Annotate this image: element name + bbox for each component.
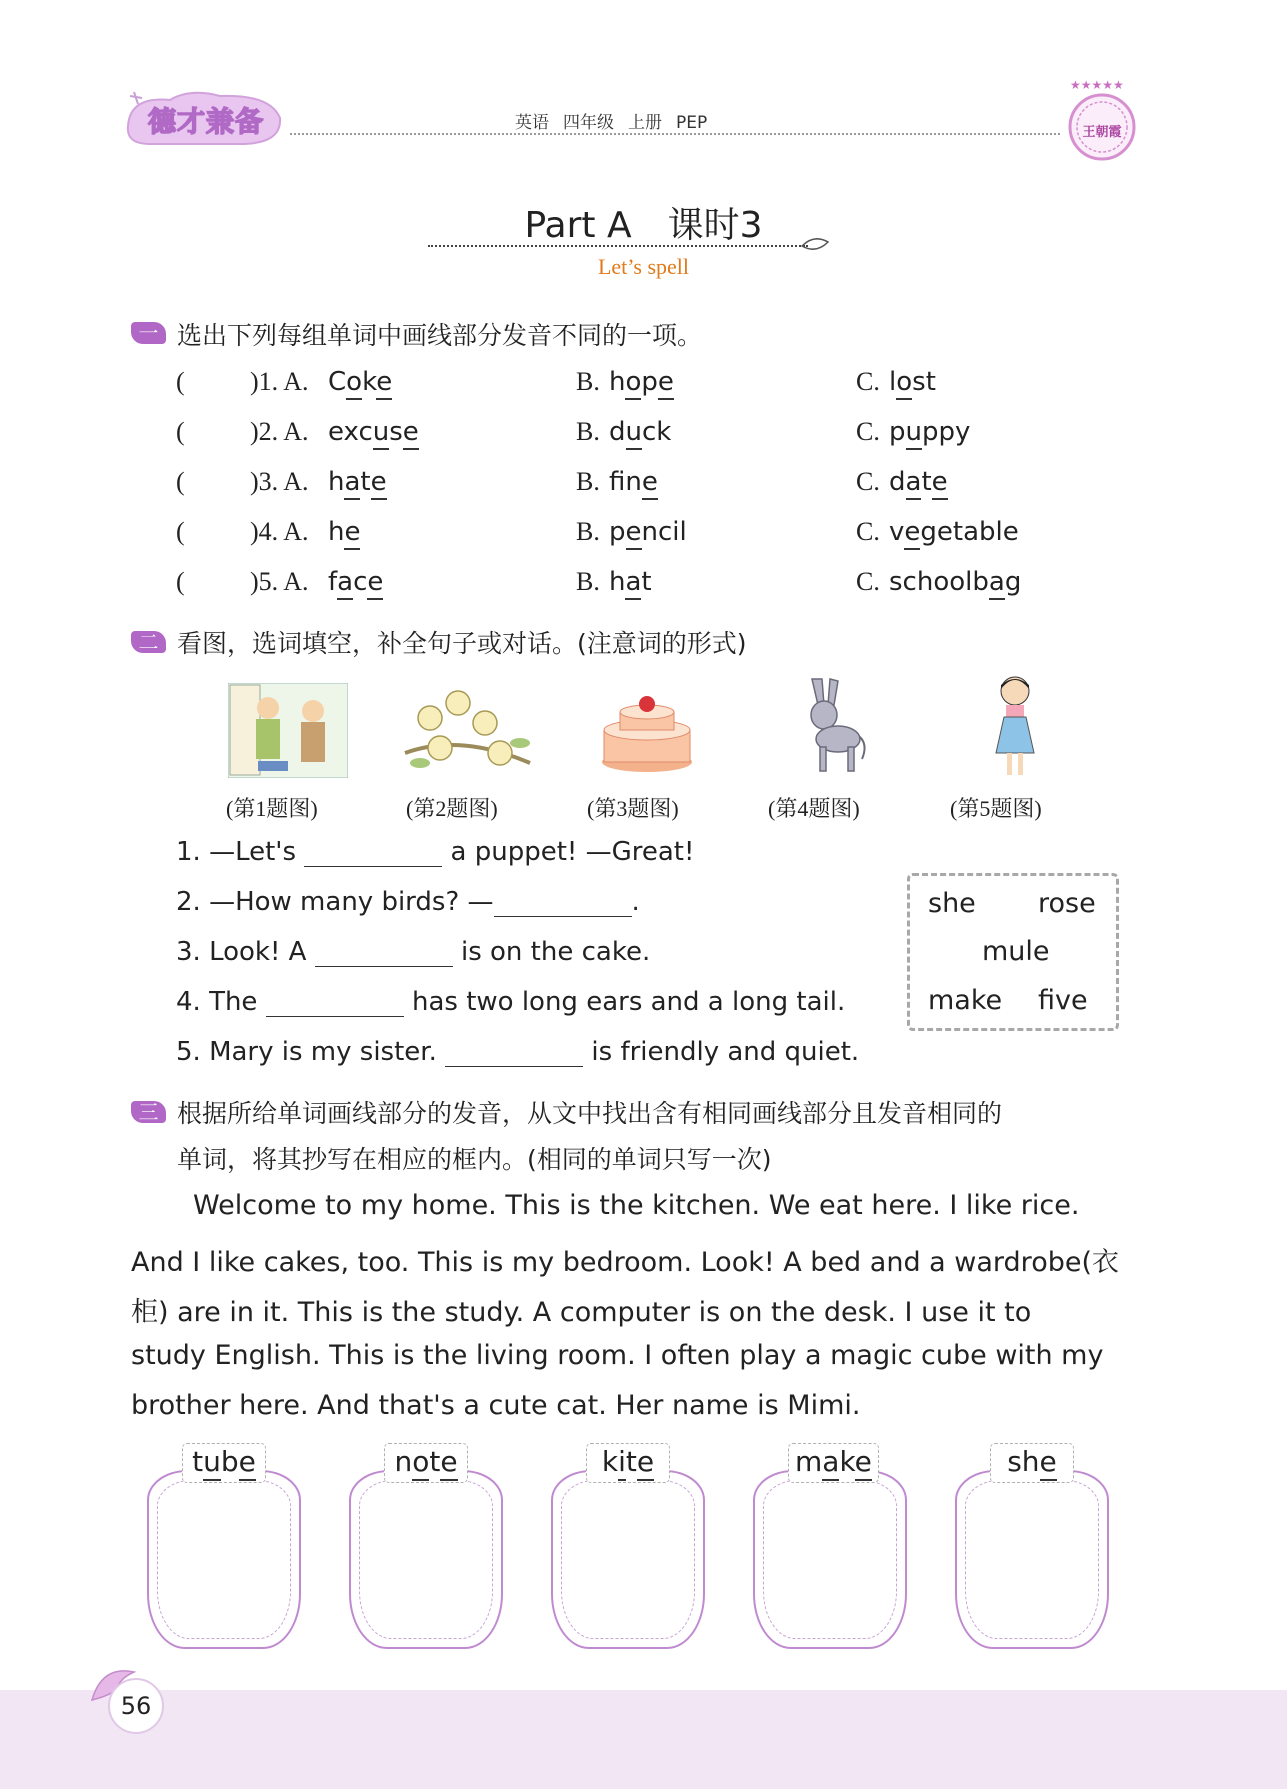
answer-blank-4[interactable] (266, 990, 404, 1017)
section-1-instruction: 选出下列每组单词中画线部分发音不同的一项。 (177, 321, 703, 350)
answer-box-3[interactable] (551, 1470, 705, 1649)
word-letters: t (192, 1445, 204, 1478)
word-letters: h (328, 517, 345, 547)
option-b-label: B. (576, 517, 600, 546)
word-letters: t (429, 1445, 441, 1478)
section-3-instruction-line-1: 根据所给单词画线部分的发音，从文中找出含有相同画线部分且发音相同的 (177, 1099, 1003, 1128)
word-letters: f (328, 567, 338, 597)
answer-box-inner-border (157, 1480, 291, 1639)
word-letters: c (353, 567, 368, 597)
option-a-word (328, 467, 387, 497)
sentence-3-end: is on the cake. (460, 937, 651, 967)
question-number: )5. A. (250, 567, 309, 596)
underlined-letters: o (896, 367, 912, 400)
answer-box-inner-border (965, 1480, 1099, 1639)
option-b-word (609, 367, 674, 397)
option-a-word (328, 417, 419, 447)
underlined-letters: a (822, 1445, 839, 1481)
section-3-marker: 三 (131, 1101, 166, 1123)
word-letters: exc (328, 417, 373, 447)
option-c-label: C. (856, 517, 880, 546)
answer-box-5[interactable] (955, 1470, 1109, 1649)
answer-blank-3[interactable] (315, 940, 453, 967)
picture-1-kids-making-puppet (228, 683, 348, 778)
word-letters: k (839, 1445, 855, 1478)
answer-blank-2[interactable] (494, 890, 632, 917)
underlined-letters: u (373, 417, 389, 450)
picture-2-caption: (第2题图) (406, 796, 498, 821)
option-a-word (328, 367, 392, 397)
answer-paren-open[interactable]: ( (176, 417, 185, 446)
option-c-word (889, 367, 936, 397)
sentence-1-start: 1. —Let's (176, 837, 296, 867)
word-bank-make: make (928, 985, 1003, 1016)
section-1-marker: 一 (131, 322, 166, 344)
option-b-word (609, 517, 687, 547)
picture-4-caption: (第4题图) (768, 796, 860, 821)
word-letters: g (1004, 567, 1022, 597)
keyword-text (602, 1445, 654, 1481)
answer-blank-5[interactable] (445, 1040, 583, 1067)
question-number: )2. A. (250, 417, 309, 446)
word-letters: C (328, 367, 347, 397)
underlined-letters: u (906, 417, 922, 450)
answer-box-3-keyword (586, 1443, 670, 1483)
word-letters: n (625, 467, 642, 497)
option-b-word (609, 567, 652, 597)
underlined-letters: i (618, 1445, 626, 1481)
underlined-letters: a (906, 467, 922, 500)
word-letters: h (609, 367, 626, 397)
answer-paren-open[interactable]: ( (176, 567, 185, 596)
question-number: )4. A. (250, 517, 309, 546)
word-letters: sh (1007, 1445, 1040, 1478)
brand-logo-text: 德才兼备 (148, 105, 265, 138)
underlined-letters: e (376, 367, 392, 400)
lesson-title: Part A 课时3 (524, 205, 763, 246)
word-letters: s (389, 417, 403, 447)
fill-sentence-5 (176, 1037, 859, 1067)
picture-5-caption: (第5题图) (950, 796, 1042, 821)
answer-box-1-keyword (182, 1443, 266, 1483)
option-b-label: B. (576, 367, 600, 396)
option-b-label: B. (576, 567, 600, 596)
option-a-word (328, 567, 383, 597)
answer-paren-open[interactable]: ( (176, 367, 185, 396)
underlined-letters: e (344, 517, 360, 550)
picture-3-caption: (第3题图) (587, 796, 679, 821)
word-letters: getable (920, 517, 1019, 547)
sentence-3-start: 3. Look! A (176, 937, 307, 967)
word-bank-box (907, 873, 1119, 1031)
word-letters: m (795, 1445, 823, 1478)
header-edition: PEP (676, 113, 708, 133)
sentence-5-end: is friendly and quiet. (591, 1037, 860, 1067)
sentence-4-end: has two long ears and a long tail. (411, 987, 846, 1017)
word-letters: t (641, 567, 652, 597)
word-letters: b (220, 1445, 239, 1478)
word-bank-five: five (1038, 985, 1088, 1016)
sentence-2-end: . (631, 887, 640, 917)
header-grade: 四年级 (563, 113, 614, 133)
option-c-label: C. (856, 467, 880, 496)
answer-box-inner-border (359, 1480, 493, 1639)
passage-line-3: 柜) are in it. This is the study. A computer is on the desk. I use it to (131, 1297, 1032, 1328)
option-c-word (889, 467, 948, 497)
answer-blank-1[interactable] (304, 840, 442, 867)
word-letters: k (362, 367, 377, 397)
keyword-text (795, 1445, 872, 1481)
word-bank-rose: rose (1038, 888, 1096, 919)
header-volume: 上册 (628, 113, 662, 133)
underlined-letters: e (932, 467, 948, 500)
option-b-label: B. (576, 467, 600, 496)
word-letters: t (625, 1445, 637, 1478)
answer-box-4-keyword (788, 1443, 879, 1483)
word-letters: st (912, 367, 936, 397)
picture-1-caption: (第1题图) (226, 796, 318, 821)
answer-box-4[interactable] (753, 1470, 907, 1649)
word-letters: t (921, 467, 932, 497)
underlined-letters: u (203, 1445, 221, 1481)
fill-sentence-3 (176, 937, 650, 967)
option-c-label: C. (856, 367, 880, 396)
picture-5-girl-mary (990, 673, 1040, 781)
underlined-letters: e (642, 467, 658, 500)
title-underline (428, 245, 808, 247)
fill-sentence-4 (176, 987, 845, 1017)
answer-box-inner-border (561, 1480, 695, 1639)
page-footer-band (0, 1690, 1287, 1789)
underlined-letters: e (403, 417, 419, 450)
question-number: )1. A. (250, 367, 309, 396)
answer-box-5-keyword (990, 1443, 1074, 1483)
header-divider (290, 133, 1060, 135)
word-letters: p (889, 417, 906, 447)
word-letters: d (889, 467, 906, 497)
section-2-instruction: 看图，选词填空，补全句子或对话。(注意词的形式) (177, 629, 747, 658)
seal-text: 王朝霞 (1082, 125, 1122, 140)
underlined-letters: e (367, 567, 383, 600)
keyword-text (394, 1445, 457, 1481)
underlined-letters: e (658, 367, 674, 400)
header-subject: 英语 (515, 113, 549, 133)
header-book-info (515, 108, 721, 133)
option-a-word (328, 517, 360, 547)
underlined-letters: a (625, 567, 641, 600)
underlined-letters: o (625, 367, 641, 400)
option-c-word (889, 517, 1019, 547)
word-letters: schoolb (889, 567, 989, 597)
answer-box-1[interactable] (147, 1470, 301, 1649)
word-letters: v (889, 517, 905, 547)
question-number: )3. A. (250, 467, 309, 496)
option-c-word (889, 417, 970, 447)
lesson-subtitle: Let’s spell (597, 254, 690, 279)
underlined-letters: e (626, 517, 642, 550)
word-letters: l (889, 367, 897, 397)
word-letters: ppy (922, 417, 971, 447)
word-bank-she: she (928, 888, 976, 919)
underlined-letters: e (855, 1445, 872, 1481)
leaf-ornament-icon (800, 234, 830, 256)
fill-sentence-2 (176, 887, 640, 917)
word-letters: t (360, 467, 371, 497)
keyword-text (1007, 1445, 1057, 1481)
picture-2-five-birds (400, 683, 535, 778)
underlined-letters: o (412, 1445, 429, 1481)
picture-3-cake-with-rose (600, 690, 695, 775)
option-c-label: C. (856, 567, 880, 596)
answer-box-2-keyword (384, 1443, 468, 1483)
word-letters: f (609, 467, 626, 497)
underlined-letters: e (239, 1445, 256, 1481)
word-letters: p (641, 367, 658, 397)
sentence-2-start: 2. —How many birds? — (176, 887, 494, 917)
answer-box-inner-border (763, 1480, 897, 1639)
underlined-letters: e (440, 1445, 457, 1481)
passage-line-2: And I like cakes, too. This is my bedroom. Look! A bed and a wardrobe(衣 (131, 1247, 1119, 1278)
underlined-letters: e (1040, 1445, 1057, 1481)
option-b-word (609, 467, 658, 497)
answer-paren-open[interactable]: ( (176, 467, 185, 496)
passage-line-5: brother here. And that's a cute cat. Her name is Mimi. (131, 1390, 861, 1421)
option-b-label: B. (576, 417, 600, 446)
underlined-letters: e (371, 467, 387, 500)
word-letters: ck (642, 417, 672, 447)
underlined-letters: a (337, 567, 353, 600)
word-letters: d (609, 417, 626, 447)
underlined-letters: e (904, 517, 920, 550)
word-letters: p (609, 517, 626, 547)
page-number: 56 (108, 1678, 164, 1734)
section-2-marker: 二 (131, 631, 166, 653)
underlined-letters: o (346, 367, 362, 400)
underlined-letters: u (626, 417, 642, 450)
underlined-letters: e (637, 1445, 654, 1481)
passage-line-4: study English. This is the living room. I often play a magic cube with my (131, 1340, 1104, 1371)
word-letters: k (601, 1445, 619, 1478)
answer-paren-open[interactable]: ( (176, 517, 185, 546)
sentence-4-start: 4. The (176, 987, 258, 1017)
option-c-word (889, 567, 1021, 597)
word-letters: h (609, 567, 626, 597)
passage-line-1: Welcome to my home. This is the kitchen. We eat here. I like rice. (193, 1190, 1080, 1221)
word-bank-mule: mule (982, 936, 1050, 967)
word-letters: ncil (641, 517, 687, 547)
fill-sentence-1 (176, 837, 694, 867)
word-letters: n (394, 1445, 413, 1478)
option-c-label: C. (856, 417, 880, 446)
picture-4-mule (790, 675, 870, 775)
svg-text:★★★★★: ★★★★★ (1070, 78, 1124, 92)
section-3-instruction-line-2: 单词，将其抄写在相应的框内。(相同的单词只写一次) (177, 1145, 772, 1174)
answer-box-2[interactable] (349, 1470, 503, 1649)
sentence-5-start: 5. Mary is my sister. (176, 1037, 437, 1067)
seal-emblem-icon (1062, 75, 1142, 165)
underlined-letters: a (989, 567, 1005, 600)
sentence-1-end: a puppet! —Great! (450, 837, 695, 867)
word-letters: h (328, 467, 345, 497)
keyword-text (192, 1445, 256, 1481)
underlined-letters: a (344, 467, 360, 500)
publisher-seal (1062, 75, 1142, 165)
option-b-word (609, 417, 671, 447)
